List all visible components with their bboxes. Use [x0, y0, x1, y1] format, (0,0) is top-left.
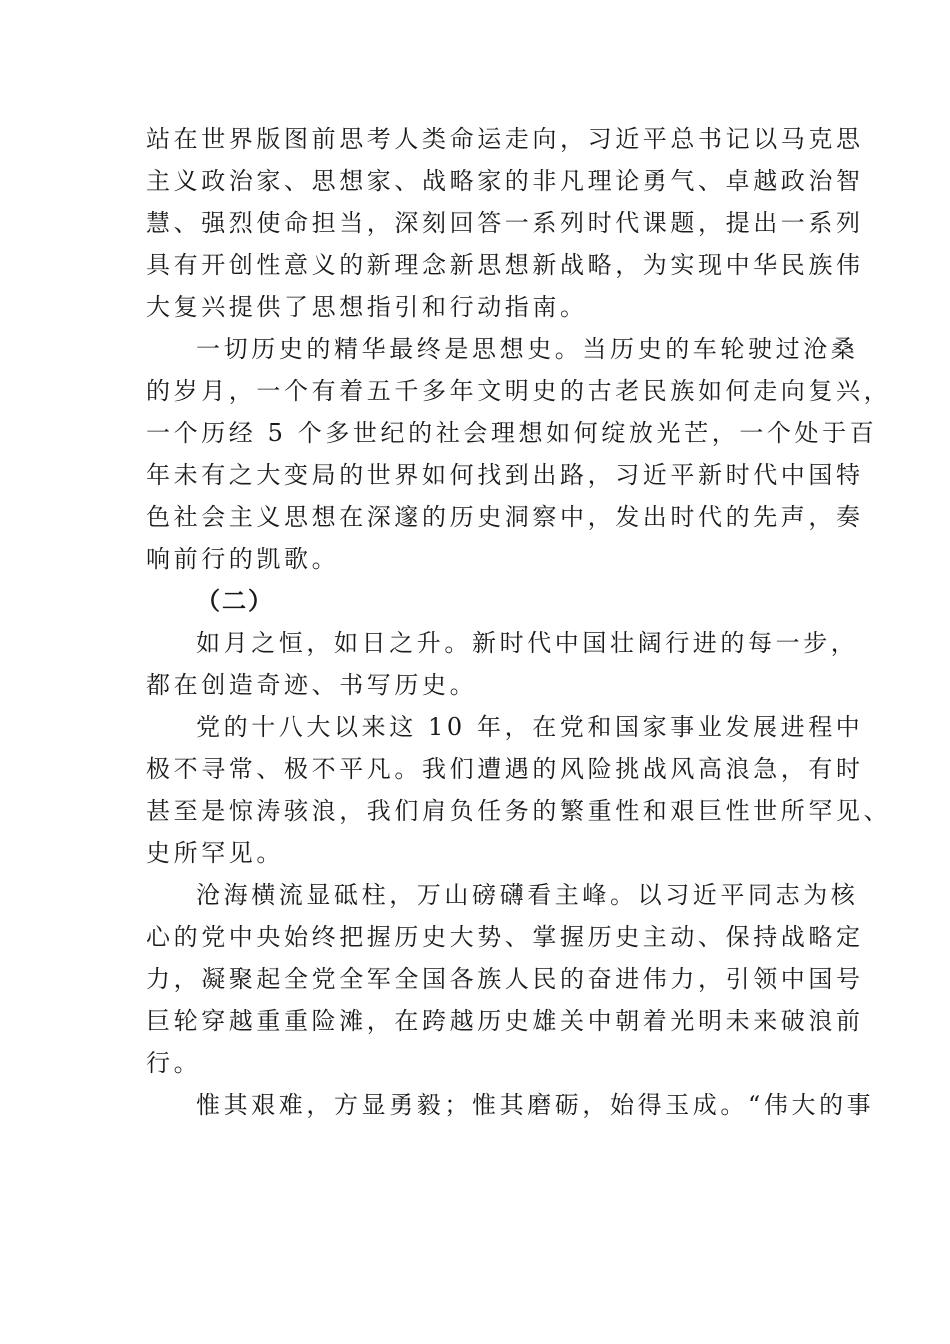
- paragraph-2-line-5: 色社会主义思想在深邃的历史洞察中，发出时代的先声，奏: [146, 503, 864, 531]
- section-heading: （二）: [196, 586, 274, 615]
- paragraph-2-line-6: 响前行的凯歌。: [146, 545, 340, 573]
- paragraph-1-line-5: 大复兴提供了思想指引和行动指南。: [146, 293, 588, 321]
- paragraph-5-line-5: 行。: [146, 1049, 202, 1077]
- paragraph-6-line-1: 惟其艰难，方显勇毅；惟其磨砺，始得玉成。“伟大的事: [196, 1091, 875, 1119]
- paragraph-1-line-1: 站在世界版图前思考人类命运走向，习近平总书记以马克思: [146, 125, 864, 153]
- paragraph-5-line-3: 力，凝聚起全党全军全国各族人民的奋进伟力，引领中国号: [146, 965, 864, 993]
- paragraph-1-line-2: 主义政治家、思想家、战略家的非凡理论勇气、卓越政治智: [146, 167, 864, 195]
- paragraph-2-line-4: 年未有之大变局的世界如何找到出路，习近平新时代中国特: [146, 461, 864, 489]
- paragraph-2-line-2: 的岁月，一个有着五千多年文明史的古老民族如何走向复兴，: [146, 377, 892, 405]
- paragraph-5-line-2: 心的党中央始终把握历史大势、掌握历史主动、保持战略定: [146, 923, 864, 951]
- paragraph-4-line-1: 党的十八大以来这 10 年，在党和国家事业发展进程中: [196, 713, 864, 741]
- paragraph-4-line-3: 甚至是惊涛骇浪，我们肩负任务的繁重性和艰巨性世所罕见、: [146, 797, 892, 825]
- paragraph-3-line-1: 如月之恒，如日之升。新时代中国壮阔行进的每一步，: [196, 629, 859, 657]
- paragraph-5-line-1: 沧海横流显砥柱，万山磅礴看主峰。以习近平同志为核: [196, 881, 859, 909]
- paragraph-4-line-2: 极不寻常、极不平凡。我们遭遇的风险挑战风高浪急，有时: [146, 755, 864, 783]
- paragraph-3-line-2: 都在创造奇迹、书写历史。: [146, 671, 478, 699]
- paragraph-1-line-4: 具有开创性意义的新理念新思想新战略，为实现中华民族伟: [146, 251, 864, 279]
- paragraph-2-line-3: 一个历经 5 个多世纪的社会理想如何绽放光芒，一个处于百: [146, 419, 878, 447]
- paragraph-1-line-3: 慧、强烈使命担当，深刻回答一系列时代课题，提出一系列: [146, 209, 864, 237]
- paragraph-4-line-4: 史所罕见。: [146, 839, 284, 867]
- paragraph-2-line-1: 一切历史的精华最终是思想史。当历史的车轮驶过沧桑: [196, 335, 859, 363]
- paragraph-5-line-4: 巨轮穿越重重险滩，在跨越历史雄关中朝着光明未来破浪前: [146, 1007, 864, 1035]
